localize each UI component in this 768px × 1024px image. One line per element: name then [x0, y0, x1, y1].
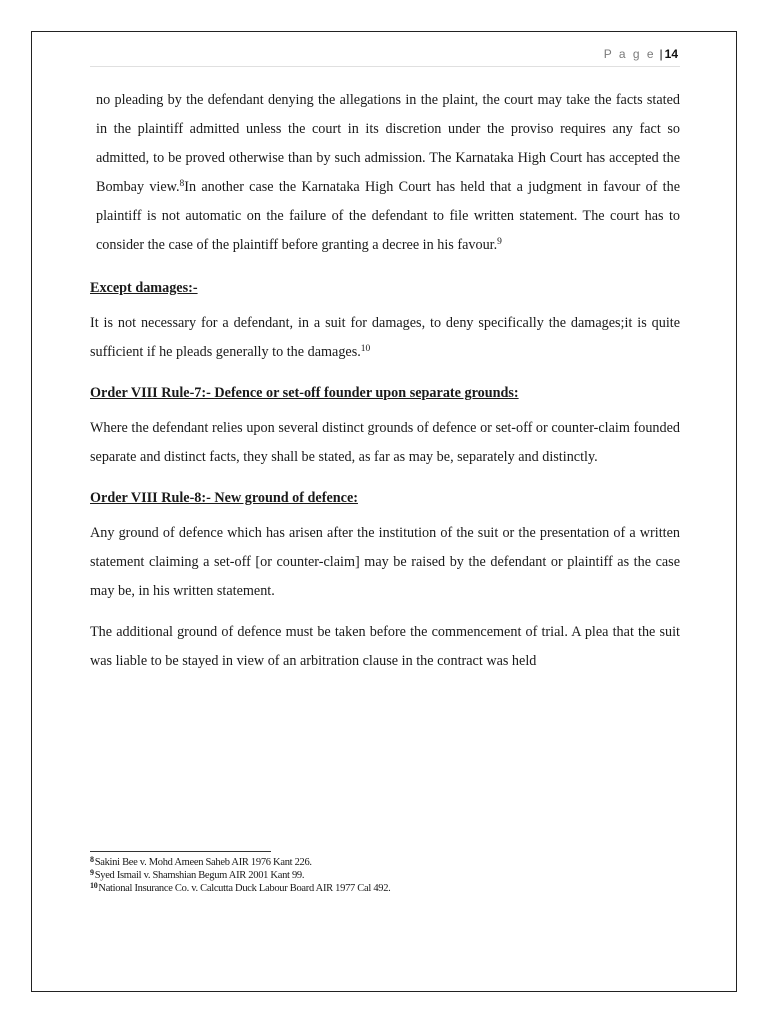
paragraph-damages [90, 309, 680, 367]
heading-rule-7: Order VIII Rule-7:- Defence or set-off founder upon separate grounds: [90, 385, 519, 401]
footnote-separator [90, 851, 271, 852]
page-label: P a g e [603, 47, 656, 61]
footnote-number: 10 [90, 881, 98, 890]
footnote-ref-8[interactable]: 8 [179, 179, 185, 189]
page-separator: | [659, 47, 663, 61]
header-divider [90, 66, 680, 67]
footnote-ref-9[interactable]: 9 [497, 237, 502, 247]
page-header [604, 47, 678, 61]
footnote-text: National Insurance Co. v. Calcutta Duck Labour Board AIR 1977 Cal 492. [98, 883, 391, 894]
paragraph-rule-7: Where the defendant relies upon several distinct grounds of defence or set-off or counter-claim founded separate and distinct facts, they shall be stated, as far as may be, separately and distinctly. [90, 420, 680, 465]
footnote-number: 8 [90, 855, 94, 864]
paragraph-additional-ground: The additional ground of defence must be taken before the commencement of trial. A plea that the suit was liable to be stayed in view of an arbitration clause in the contract was held [90, 624, 680, 669]
footnote-number: 9 [90, 868, 94, 877]
footnote-9 [90, 869, 690, 882]
footnotes [90, 856, 690, 895]
footnote-text: Sakini Bee v. Mohd Ameen Saheb AIR 1976 Kant 226. [94, 857, 312, 868]
heading-except-damages: Except damages:- [90, 280, 198, 296]
document-body [90, 86, 680, 688]
footnote-10 [90, 882, 690, 895]
footnote-text: Syed Ismail v. Shamshian Begum AIR 2001 Kant 99. [94, 870, 305, 881]
paragraph-text: In another case the Karnataka High Court has held that a judgment in favour of the plaintiff is not automatic on the failure of the defendant to file written statement. The court has to consider the case of the plaintiff before granting a decree in his favour. [96, 179, 680, 253]
heading-rule-8: Order VIII Rule-8:- New ground of defence: [90, 490, 358, 506]
paragraph-continuation [90, 86, 680, 260]
footnote-8 [90, 856, 690, 869]
footnote-ref-10[interactable]: 10 [360, 344, 371, 354]
paragraph-text: no pleading by the defendant denying the allegations in the plaint, the court may take the facts stated in the plaintiff admitted unless the court in its discretion under the proviso requires any fact so admitted, to be proved otherwise than by such admission. The Karnataka High Court has accepted the Bombay view. [96, 92, 680, 195]
page-number: 14 [664, 47, 678, 61]
paragraph-rule-8: Any ground of defence which has arisen after the institution of the suit or the presentation of a written statement claiming a set-off [or counter-claim] may be raised by the defendant or plaintiff as the case may be, in his written statement. [90, 525, 680, 599]
paragraph-text: It is not necessary for a defendant, in a suit for damages, to deny specifically the damages;it is quite sufficient if he pleads generally to the damages. [90, 315, 680, 360]
